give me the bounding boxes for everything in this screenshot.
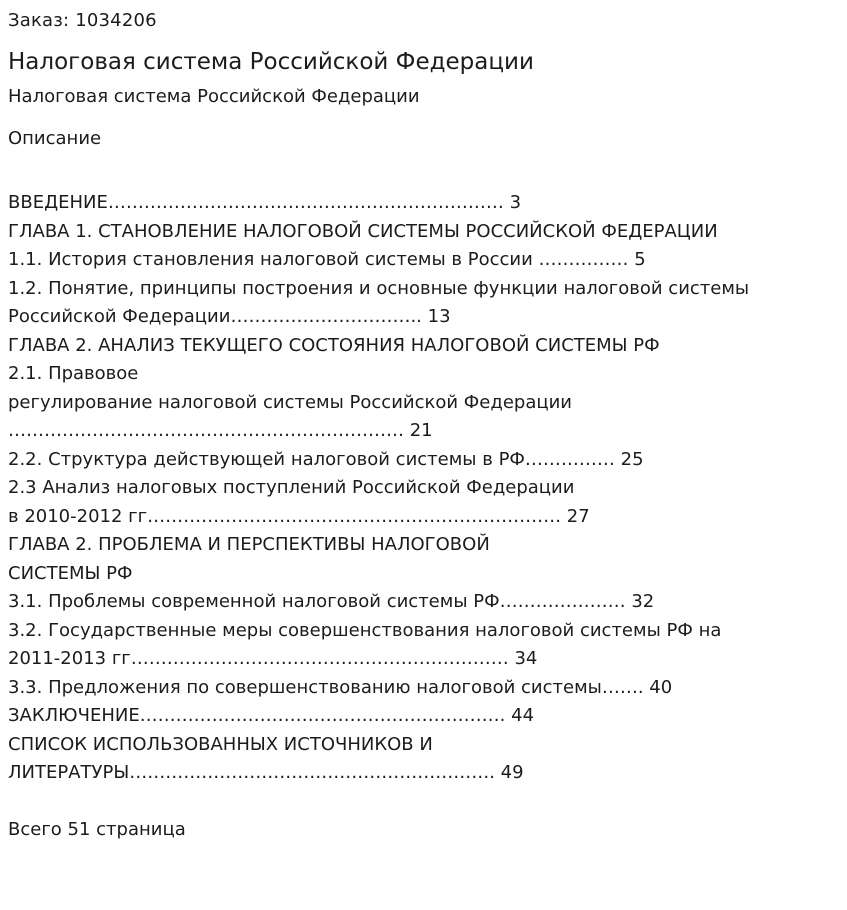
toc-line: ЛИТЕРАТУРЫ……………………………………………………. 49 bbox=[8, 762, 524, 783]
page-subtitle: Налоговая система Российской Федерации bbox=[8, 86, 420, 107]
toc-line: ЗАКЛЮЧЕНИЕ……………………………………………………. 44 bbox=[8, 705, 535, 726]
toc-line: 1.1. История становления налоговой системы в России …………… 5 bbox=[8, 249, 646, 270]
toc-line: 1.2. Понятие, принципы построения и основные функции налоговой системы bbox=[8, 277, 750, 299]
toc-line: ГЛАВА 2. ПРОБЛЕМА И ПЕРСПЕКТИВЫ НАЛОГОВОЙ bbox=[8, 534, 490, 555]
toc-line: ГЛАВА 1. СТАНОВЛЕНИЕ НАЛОГОВОЙ СИСТЕМЫ РОССИЙСКОЙ ФЕДЕРАЦИИ bbox=[8, 220, 718, 242]
page-title: Налоговая система Российской Федерации bbox=[8, 49, 534, 75]
toc-line: 3.2. Государственные меры совершенствования налоговой системы РФ на bbox=[8, 619, 722, 641]
description-heading: Описание bbox=[8, 128, 102, 149]
toc-line: в 2010-2012 гг…………………………………………………………… 27 bbox=[8, 505, 590, 527]
total-pages: Всего 51 страница bbox=[8, 818, 186, 840]
toc-line: регулирование налоговой системы Российской Федерации bbox=[8, 391, 572, 413]
toc-line: Российской Федерации………………………….. 13 bbox=[8, 306, 451, 327]
toc-line: 2.1. Правовое bbox=[8, 363, 139, 384]
toc-line: ГЛАВА 2. АНАЛИЗ ТЕКУЩЕГО СОСТОЯНИЯ НАЛОГОВОЙ СИСТЕМЫ РФ bbox=[8, 334, 660, 356]
toc-line: 3.1. Проблемы современной налоговой системы РФ………………… 32 bbox=[8, 591, 655, 612]
toc-line: ………………………………………………………… 21 bbox=[8, 420, 433, 441]
toc-line: 2.3 Анализ налоговых поступлений Российской Федерации bbox=[8, 477, 575, 498]
toc-line: ВВЕДЕНИЕ………………………………………………………… 3 bbox=[8, 192, 522, 213]
toc-line: СПИСОК ИСПОЛЬЗОВАННЫХ ИСТОЧНИКОВ И bbox=[8, 733, 433, 755]
table-of-contents bbox=[8, 189, 839, 788]
toc-line: 2.2. Структура действующей налоговой системы в РФ…………… 25 bbox=[8, 448, 644, 470]
toc-line: 2011-2013 гг……………………………………………………… 34 bbox=[8, 648, 538, 669]
toc-line: 3.3. Предложения по совершенствованию налоговой системы……. 40 bbox=[8, 676, 673, 698]
order-number: Заказ: 1034206 bbox=[8, 10, 157, 31]
toc-line: СИСТЕМЫ РФ bbox=[8, 562, 133, 584]
